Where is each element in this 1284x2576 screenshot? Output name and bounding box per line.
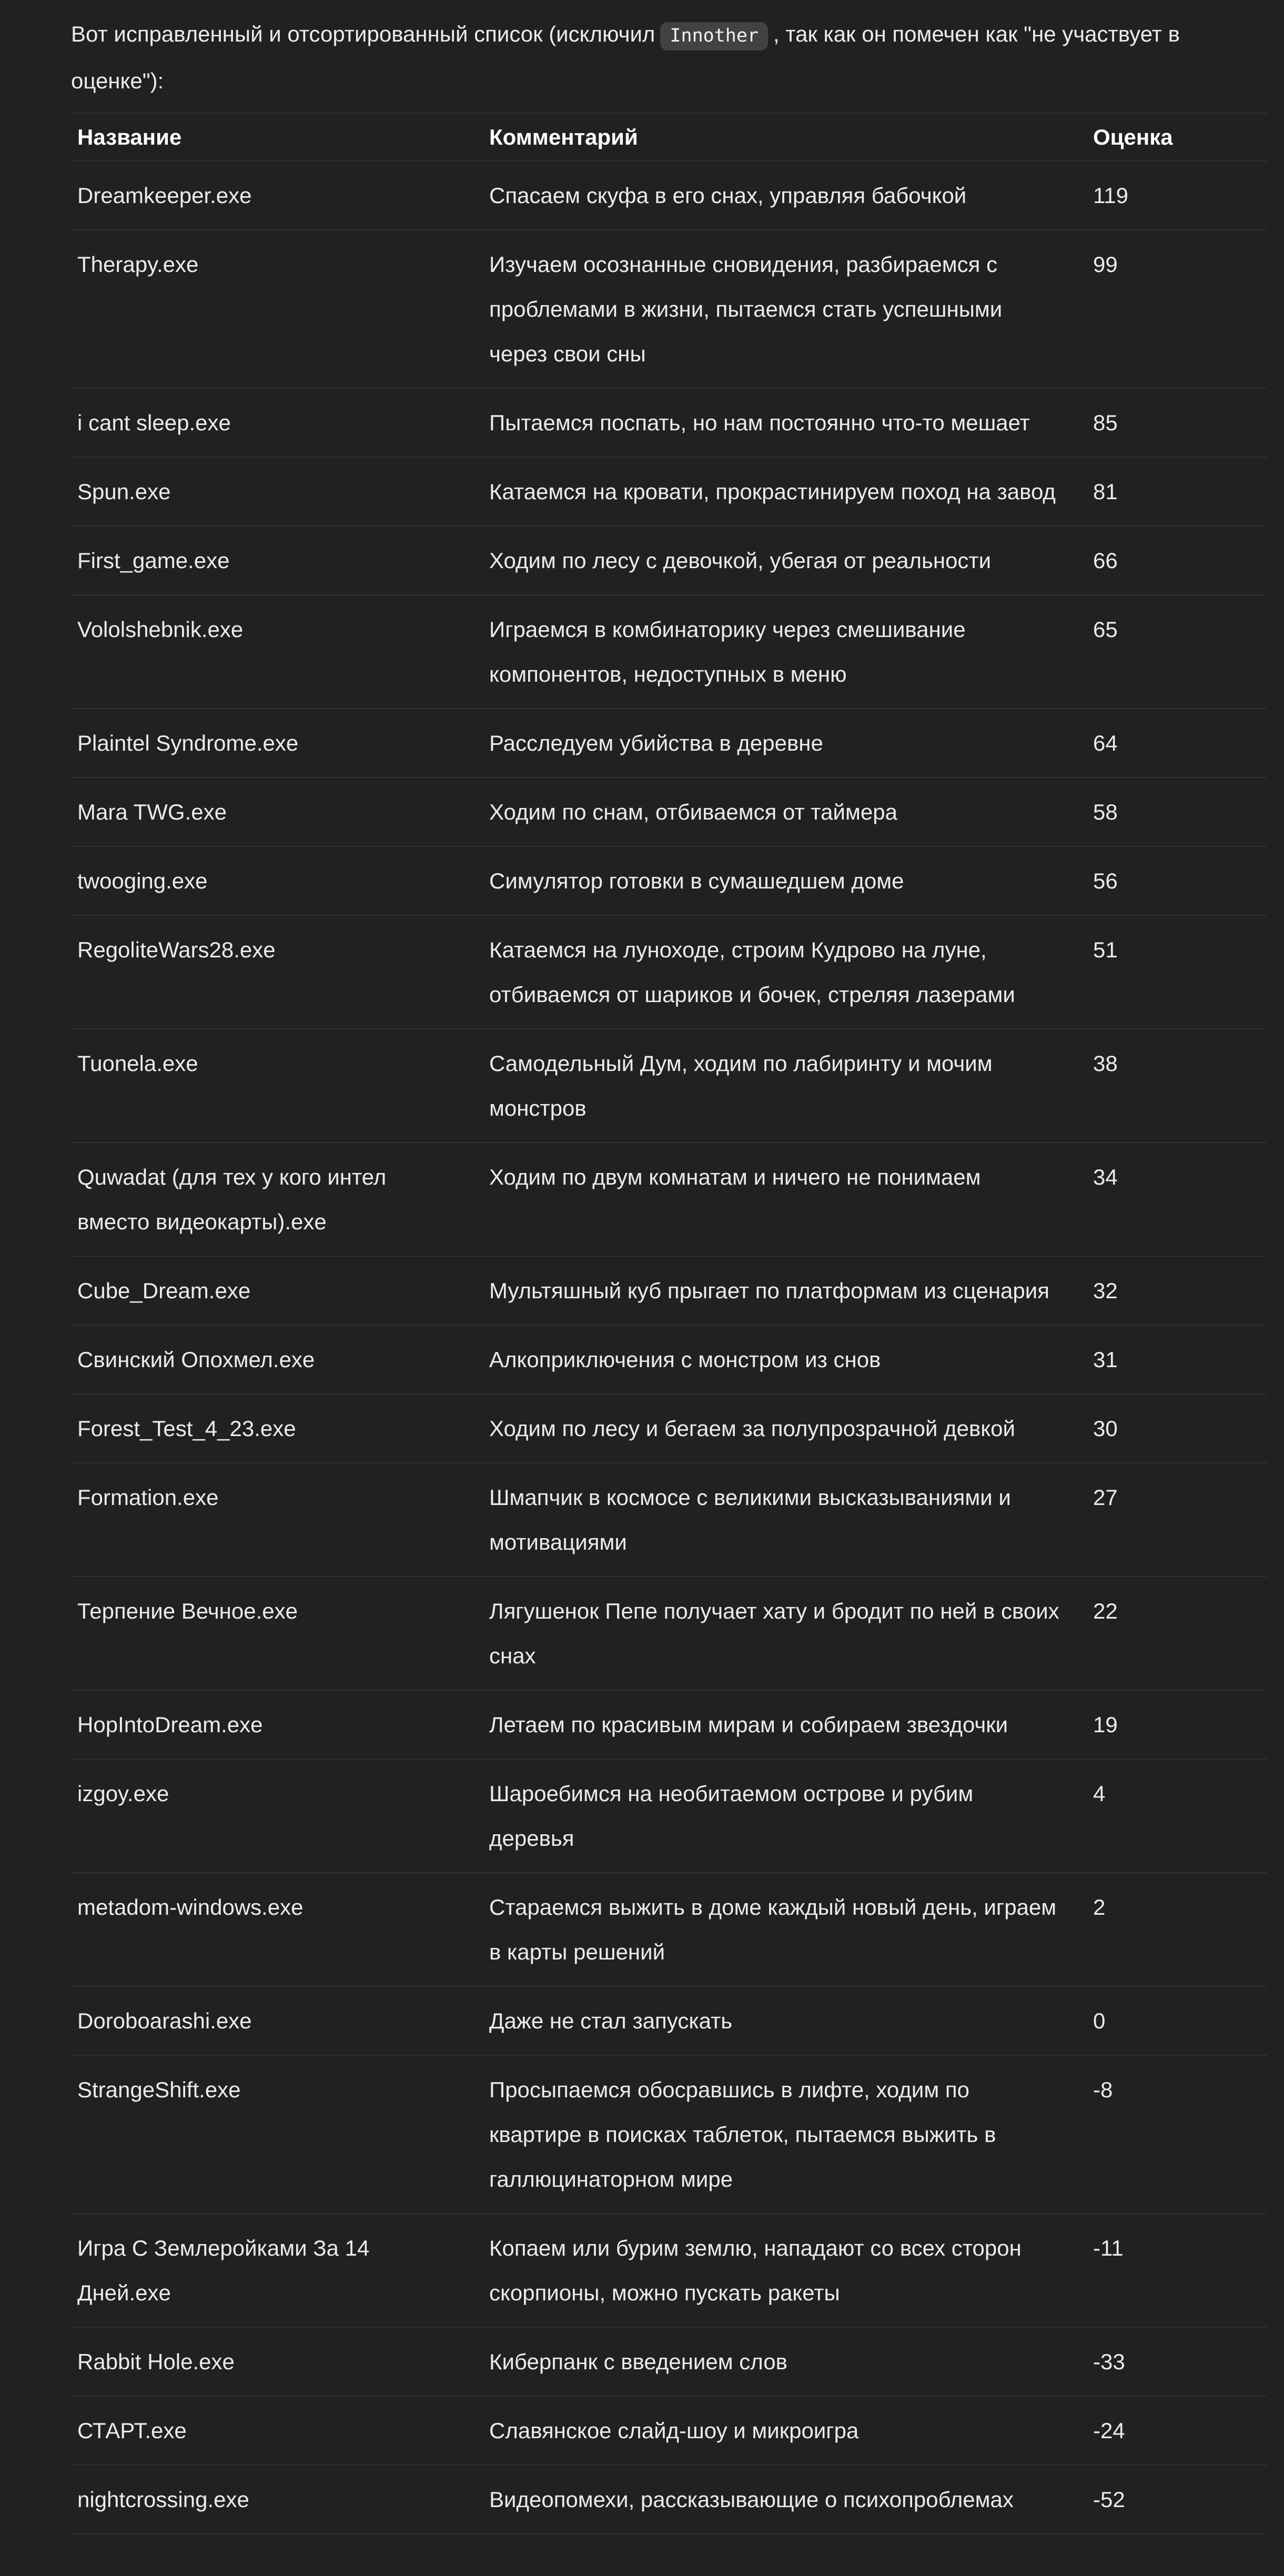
table-row xyxy=(71,777,1267,846)
game-name: Свинский Опохмел.exe xyxy=(71,1325,489,1394)
table-row xyxy=(71,709,1267,777)
table-row xyxy=(71,1986,1267,2055)
table-body xyxy=(71,161,1267,2534)
game-score: 51 xyxy=(1093,915,1267,1029)
game-comment: Ходим по лесу и бегаем за полупрозрачной девкой xyxy=(489,1394,1093,1463)
intro-text-after: , так как он помечен как "не участвует в оценке"): xyxy=(71,22,1180,93)
games-table xyxy=(71,113,1267,2534)
table-row xyxy=(71,388,1267,457)
column-header-comment: Комментарий xyxy=(489,113,1093,161)
game-comment: Стараемся выжить в доме каждый новый день, играем в карты решений xyxy=(489,1873,1093,1986)
game-name: Therapy.exe xyxy=(71,230,489,388)
game-name: i cant sleep.exe xyxy=(71,388,489,457)
table-row xyxy=(71,2396,1267,2465)
game-score: 2 xyxy=(1093,1873,1267,1986)
table-row xyxy=(71,915,1267,1029)
table-row xyxy=(71,1463,1267,1577)
game-score: 32 xyxy=(1093,1256,1267,1325)
game-score: 31 xyxy=(1093,1325,1267,1394)
game-name: Mara TWG.exe xyxy=(71,777,489,846)
game-name: metadom-windows.exe xyxy=(71,1873,489,1986)
game-name: СТАРТ.exe xyxy=(71,2396,489,2465)
table-row xyxy=(71,2465,1267,2534)
game-score: 64 xyxy=(1093,709,1267,777)
game-name: twooging.exe xyxy=(71,846,489,915)
game-comment: Ходим по снам, отбиваемся от таймера xyxy=(489,777,1093,846)
game-comment: Летаем по красивым мирам и собираем звездочки xyxy=(489,1690,1093,1759)
game-name: HopIntoDream.exe xyxy=(71,1690,489,1759)
game-comment: Ходим по лесу с девочкой, убегая от реальности xyxy=(489,526,1093,595)
game-comment: Ходим по двум комнатам и ничего не понимаем xyxy=(489,1143,1093,1256)
table-row xyxy=(71,846,1267,915)
game-comment: Пытаемся поспать, но нам постоянно что-то мешает xyxy=(489,388,1093,457)
table-row xyxy=(71,1873,1267,1986)
game-name: Doroboarashi.exe xyxy=(71,1986,489,2055)
game-comment: Катаемся на луноходе, строим Кудрово на луне, отбиваемся от шариков и бочек, стреляя лазерами xyxy=(489,915,1093,1029)
game-name: Игра С Землеройками За 14 Дней.exe xyxy=(71,2214,489,2327)
table-row xyxy=(71,2055,1267,2214)
table-row xyxy=(71,230,1267,388)
game-comment: Мультяшный куб прыгает по платформам из сценария xyxy=(489,1256,1093,1325)
column-header-name: Название xyxy=(71,113,489,161)
game-comment: Копаем или бурим землю, нападают со всех сторон скорпионы, можно пускать ракеты xyxy=(489,2214,1093,2327)
game-name: Forest_Test_4_23.exe xyxy=(71,1394,489,1463)
game-name: Vololshebnik.exe xyxy=(71,595,489,709)
table-row xyxy=(71,1256,1267,1325)
game-comment: Лягушенок Пепе получает хату и бродит по ней в своих снах xyxy=(489,1577,1093,1690)
game-comment: Просыпаемся обосравшись в лифте, ходим по квартире в поисках таблеток, пытаемся выжить в галлюцинаторном мире xyxy=(489,2055,1093,2214)
game-name: nightcrossing.exe xyxy=(71,2465,489,2534)
game-comment: Самодельный Дум, ходим по лабиринту и мочим монстров xyxy=(489,1029,1093,1143)
game-comment: Катаемся на кровати, прокрастинируем поход на завод xyxy=(489,457,1093,526)
table-row xyxy=(71,1394,1267,1463)
game-score: 65 xyxy=(1093,595,1267,709)
table-row xyxy=(71,1759,1267,1873)
game-comment: Алкоприключения с монстром из снов xyxy=(489,1325,1093,1394)
game-score: -24 xyxy=(1093,2396,1267,2465)
game-name: StrangeShift.exe xyxy=(71,2055,489,2214)
table-row xyxy=(71,595,1267,709)
game-comment: Видеопомехи, рассказывающие о психопроблемах xyxy=(489,2465,1093,2534)
game-name: Dreamkeeper.exe xyxy=(71,161,489,230)
game-score: -11 xyxy=(1093,2214,1267,2327)
game-comment: Даже не стал запускать xyxy=(489,1986,1093,2055)
game-score: 22 xyxy=(1093,1577,1267,1690)
game-name: Quwadat (для тех у кого интел вместо видеокарты).exe xyxy=(71,1143,489,1256)
game-comment: Шароебимся на необитаемом острове и рубим деревья xyxy=(489,1759,1093,1873)
game-name: Plaintel Syndrome.exe xyxy=(71,709,489,777)
table-header xyxy=(71,113,1267,161)
game-comment: Спасаем скуфа в его снах, управляя бабочкой xyxy=(489,161,1093,230)
inline-code-chip: Innother xyxy=(660,22,768,50)
game-score: 30 xyxy=(1093,1394,1267,1463)
game-score: 119 xyxy=(1093,161,1267,230)
game-comment: Расследуем убийства в деревне xyxy=(489,709,1093,777)
game-score: 27 xyxy=(1093,1463,1267,1577)
game-name: Терпение Вечное.exe xyxy=(71,1577,489,1690)
game-score: 99 xyxy=(1093,230,1267,388)
game-score: 85 xyxy=(1093,388,1267,457)
game-score: 66 xyxy=(1093,526,1267,595)
column-header-score: Оценка xyxy=(1093,113,1267,161)
intro-paragraph xyxy=(71,12,1267,103)
game-score: 38 xyxy=(1093,1029,1267,1143)
game-name: Formation.exe xyxy=(71,1463,489,1577)
game-score: 4 xyxy=(1093,1759,1267,1873)
table-row xyxy=(71,161,1267,230)
table-row xyxy=(71,1325,1267,1394)
game-comment: Славянское слайд-шоу и микроигра xyxy=(489,2396,1093,2465)
game-name: Spun.exe xyxy=(71,457,489,526)
table-row xyxy=(71,2327,1267,2396)
game-score: -33 xyxy=(1093,2327,1267,2396)
game-name: Rabbit Hole.exe xyxy=(71,2327,489,2396)
game-comment: Шмапчик в космосе с великими высказываниями и мотивациями xyxy=(489,1463,1093,1577)
game-name: RegoliteWars28.exe xyxy=(71,915,489,1029)
table-row xyxy=(71,1577,1267,1690)
game-comment: Киберпанк с введением слов xyxy=(489,2327,1093,2396)
game-score: 34 xyxy=(1093,1143,1267,1256)
game-score: 0 xyxy=(1093,1986,1267,2055)
game-comment: Играемся в комбинаторику через смешивание компонентов, недоступных в меню xyxy=(489,595,1093,709)
table-row xyxy=(71,1690,1267,1759)
game-name: First_game.exe xyxy=(71,526,489,595)
game-name: Tuonela.exe xyxy=(71,1029,489,1143)
intro-text-before: Вот исправленный и отсортированный список (исключил xyxy=(71,22,655,46)
game-score: 81 xyxy=(1093,457,1267,526)
table-row xyxy=(71,457,1267,526)
table-row xyxy=(71,1143,1267,1256)
game-score: 56 xyxy=(1093,846,1267,915)
game-name: Cube_Dream.exe xyxy=(71,1256,489,1325)
game-score: 19 xyxy=(1093,1690,1267,1759)
game-name: izgoy.exe xyxy=(71,1759,489,1873)
table-row xyxy=(71,1029,1267,1143)
table-row xyxy=(71,2214,1267,2327)
game-comment: Симулятор готовки в сумашедшем доме xyxy=(489,846,1093,915)
game-score: -52 xyxy=(1093,2465,1267,2534)
table-row xyxy=(71,526,1267,595)
game-score: 58 xyxy=(1093,777,1267,846)
game-score: -8 xyxy=(1093,2055,1267,2214)
game-comment: Изучаем осознанные сновидения, разбираемся с проблемами в жизни, пытаемся стать успешными через свои сны xyxy=(489,230,1093,388)
